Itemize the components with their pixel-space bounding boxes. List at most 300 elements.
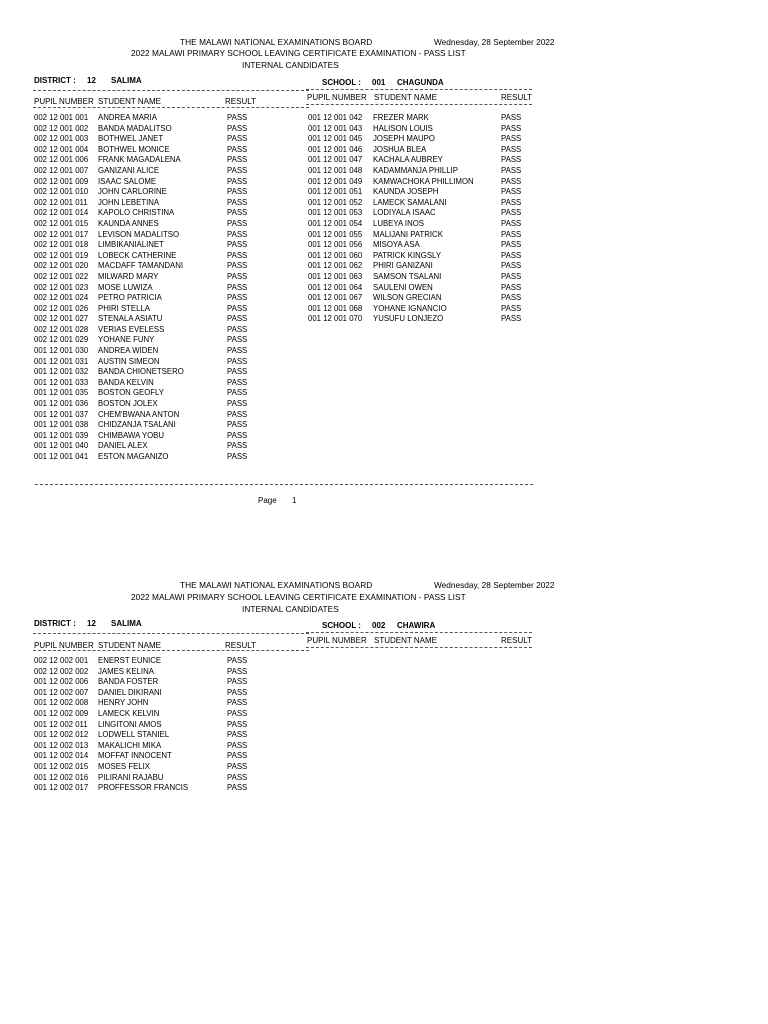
pupil-number: 001 12 001 060	[308, 250, 363, 260]
report-date: Wednesday, 28 September 2022	[434, 37, 555, 47]
result: PASS	[227, 730, 248, 740]
result: PASS	[227, 155, 248, 165]
table-row	[34, 293, 274, 304]
student-name: MAKALICHI MIKA	[98, 740, 162, 750]
board-name: THE MALAWI NATIONAL EXAMINATIONS BOARD	[180, 37, 373, 47]
col-pupil-number: PUPIL NUMBER	[34, 641, 94, 650]
result: PASS	[227, 314, 248, 324]
student-name: GANIZANI ALICE	[98, 165, 160, 175]
divider	[306, 89, 532, 90]
district-label: DISTRICT :	[34, 619, 76, 628]
table-row	[308, 304, 538, 315]
result: PASS	[501, 261, 522, 271]
board-name: THE MALAWI NATIONAL EXAMINATIONS BOARD	[180, 580, 373, 590]
student-name: ANDREA MARIA	[98, 113, 157, 122]
page-number: 1	[292, 496, 297, 505]
table-row	[308, 177, 538, 188]
result: PASS	[501, 134, 522, 144]
pupil-number: 001 12 002 017	[34, 783, 89, 793]
table-row	[308, 230, 538, 241]
table-row	[34, 773, 274, 784]
table-row	[34, 357, 274, 368]
table-row	[308, 283, 538, 294]
result: PASS	[227, 187, 248, 197]
student-name: ISAAC SALOME	[98, 176, 157, 186]
pupil-number: 001 12 002 007	[34, 687, 89, 697]
table-row	[34, 452, 274, 463]
pupil-number: 002 12 001 018	[34, 240, 89, 250]
table-row	[34, 410, 274, 421]
student-name: LIMBIKANIALINET	[98, 240, 164, 250]
col-result: RESULT	[225, 97, 256, 106]
result: PASS	[501, 293, 522, 303]
result: PASS	[227, 261, 248, 271]
pupil-number: 001 12 001 056	[308, 240, 363, 250]
pupil-number: 002 12 001 027	[34, 314, 89, 324]
student-name: AUSTIN SIMEON	[98, 356, 160, 366]
table-row	[308, 198, 538, 209]
student-name: KAUNDA JOSEPH	[373, 187, 439, 197]
result: PASS	[501, 113, 522, 122]
table-row	[34, 688, 274, 699]
divider	[33, 650, 309, 651]
divider	[306, 104, 532, 105]
result: PASS	[227, 250, 248, 260]
pupil-number: 001 12 001 049	[308, 176, 363, 186]
table-row	[34, 134, 274, 145]
pupil-number: 001 12 002 012	[34, 730, 89, 740]
student-name: BANDA CHIONETSERO	[98, 367, 184, 377]
table-row	[308, 155, 538, 166]
result: PASS	[501, 314, 522, 324]
student-name: MOFFAT INNOCENT	[98, 751, 172, 761]
result: PASS	[227, 377, 248, 387]
pupil-number: 001 12 002 014	[34, 751, 89, 761]
result: PASS	[227, 399, 248, 409]
pupil-number: 002 12 001 003	[34, 134, 89, 144]
result: PASS	[227, 165, 248, 175]
pupil-number: 001 12 001 036	[34, 399, 89, 409]
result: PASS	[227, 335, 248, 345]
result: PASS	[227, 208, 248, 218]
result: PASS	[227, 303, 248, 313]
table-row	[34, 177, 274, 188]
pupil-number: 001 12 001 031	[34, 356, 89, 366]
col-student-name: STUDENT NAME	[98, 641, 161, 650]
student-name: LODWELL STANIEL	[98, 730, 170, 740]
result: PASS	[227, 293, 248, 303]
result: PASS	[227, 761, 248, 771]
pupil-number: 001 12 001 064	[308, 282, 363, 292]
result: PASS	[227, 772, 248, 782]
student-name: KAUNDA ANNES	[98, 218, 159, 228]
table-row	[308, 251, 538, 262]
table-row	[308, 124, 538, 135]
candidate-category: INTERNAL CANDIDATES	[242, 604, 339, 614]
table-row	[34, 113, 274, 124]
pupil-number: 001 12 002 009	[34, 708, 89, 718]
col-pupil-number: PUPIL NUMBER	[34, 97, 94, 106]
student-name: CHIDZANJA TSALANI	[98, 420, 176, 430]
result: PASS	[227, 324, 248, 334]
table-row	[34, 124, 274, 135]
result: PASS	[227, 687, 248, 697]
pupil-number: 001 12 002 015	[34, 761, 89, 771]
pupil-number: 002 12 001 026	[34, 303, 89, 313]
student-name: YOHANE FUNY	[98, 335, 155, 345]
result: PASS	[227, 282, 248, 292]
pupil-number: 001 12 001 067	[308, 293, 363, 303]
district-code: 12	[87, 76, 96, 85]
table-row	[34, 367, 274, 378]
result: PASS	[227, 367, 248, 377]
table-row	[34, 230, 274, 241]
results-table-right	[308, 113, 538, 325]
result: PASS	[501, 240, 522, 250]
pupil-number: 002 12 001 020	[34, 261, 89, 271]
student-name: KAPOLO CHRISTINA	[98, 208, 175, 218]
pupil-number: 001 12 001 047	[308, 155, 363, 165]
table-row	[308, 261, 538, 272]
result: PASS	[227, 719, 248, 729]
pupil-number: 001 12 001 042	[308, 113, 363, 122]
student-name: FREZER MARK	[373, 113, 429, 122]
table-row	[308, 145, 538, 156]
student-name: LAMECK KELVIN	[98, 708, 160, 718]
result: PASS	[501, 197, 522, 207]
table-row	[34, 720, 274, 731]
pupil-number: 002 12 001 014	[34, 208, 89, 218]
result: PASS	[501, 187, 522, 197]
table-row	[34, 272, 274, 283]
pupil-number: 001 12 001 051	[308, 187, 363, 197]
student-name: JOHN CARLORINE	[98, 187, 167, 197]
student-name: JOSEPH MAUPO	[373, 134, 435, 144]
student-name: BOTHWEL JANET	[98, 134, 164, 144]
pupil-number: 001 12 001 035	[34, 388, 89, 398]
school-label: SCHOOL :	[322, 78, 361, 87]
col-result: RESULT	[501, 636, 532, 645]
result: PASS	[227, 176, 248, 186]
pupil-number: 001 12 001 048	[308, 165, 363, 175]
table-row	[34, 145, 274, 156]
student-name: JOSHUA BLEA	[373, 144, 427, 154]
student-name: LEVISON MADALITSO	[98, 229, 180, 239]
student-name: BOTHWEL MONICE	[98, 144, 170, 154]
school-label: SCHOOL :	[322, 621, 361, 630]
pupil-number: 001 12 001 063	[308, 271, 363, 281]
student-name: YUSUFU LONJEZO	[373, 314, 444, 324]
result: PASS	[501, 229, 522, 239]
table-row	[34, 656, 274, 667]
pupil-number: 001 12 001 046	[308, 144, 363, 154]
table-row	[34, 208, 274, 219]
pupil-number: 001 12 001 033	[34, 377, 89, 387]
school-code: 001	[372, 78, 386, 87]
result: PASS	[501, 144, 522, 154]
result: PASS	[227, 134, 248, 144]
district-code: 12	[87, 619, 96, 628]
student-name: ENERST EUNICE	[98, 656, 162, 665]
table-row	[308, 134, 538, 145]
student-name: LINGITONI AMOS	[98, 719, 162, 729]
result: PASS	[227, 420, 248, 430]
pupil-number: 002 12 001 022	[34, 271, 89, 281]
result: PASS	[227, 197, 248, 207]
table-row	[34, 251, 274, 262]
table-row	[34, 314, 274, 325]
student-name: BOSTON GEOFLY	[98, 388, 164, 398]
result: PASS	[227, 123, 248, 133]
pupil-number: 002 12 001 004	[34, 144, 89, 154]
student-name: MOSES FELIX	[98, 761, 150, 771]
district-name: SALIMA	[111, 76, 142, 85]
result: PASS	[227, 218, 248, 228]
results-table-left	[34, 113, 274, 463]
divider	[33, 107, 309, 108]
divider	[306, 647, 532, 648]
result: PASS	[501, 165, 522, 175]
result: PASS	[227, 346, 248, 356]
col-result: RESULT	[501, 93, 532, 102]
result: PASS	[227, 740, 248, 750]
divider	[306, 632, 532, 633]
divider	[33, 633, 309, 634]
col-student-name: STUDENT NAME	[374, 636, 437, 645]
col-student-name: STUDENT NAME	[98, 97, 161, 106]
results-table-left	[34, 656, 274, 794]
result: PASS	[227, 144, 248, 154]
page-label: Page	[258, 496, 277, 505]
table-row	[34, 783, 274, 794]
table-row	[34, 261, 274, 272]
table-row	[34, 730, 274, 741]
pupil-number: 001 12 001 045	[308, 134, 363, 144]
student-name: VERIAS EVELESS	[98, 324, 165, 334]
table-row	[308, 314, 538, 325]
result: PASS	[227, 409, 248, 419]
table-row	[34, 762, 274, 773]
student-name: ESTON MAGANIZO	[98, 452, 169, 461]
student-name: PATRICK KINGSLY	[373, 250, 442, 260]
student-name: MILWARD MARY	[98, 271, 159, 281]
district-label: DISTRICT :	[34, 76, 76, 85]
district-name: SALIMA	[111, 619, 142, 628]
result: PASS	[227, 113, 248, 122]
table-row	[34, 431, 274, 442]
divider	[33, 90, 309, 91]
table-row	[34, 304, 274, 315]
candidate-category: INTERNAL CANDIDATES	[242, 60, 339, 70]
result: PASS	[501, 271, 522, 281]
school-name: CHAWIRA	[397, 621, 436, 630]
pupil-number: 002 12 001 010	[34, 187, 89, 197]
result: PASS	[227, 441, 248, 451]
pupil-number: 001 12 001 032	[34, 367, 89, 377]
pupil-number: 001 12 001 053	[308, 208, 363, 218]
result: PASS	[501, 123, 522, 133]
table-row	[308, 240, 538, 251]
pupil-number: 002 12 001 007	[34, 165, 89, 175]
school-code: 002	[372, 621, 386, 630]
col-pupil-number: PUPIL NUMBER	[307, 93, 367, 102]
result: PASS	[227, 708, 248, 718]
table-row	[34, 198, 274, 209]
pupil-number: 002 12 001 019	[34, 250, 89, 260]
result: PASS	[227, 783, 248, 793]
table-row	[34, 325, 274, 336]
result: PASS	[501, 218, 522, 228]
table-row	[308, 208, 538, 219]
pupil-number: 001 12 002 011	[34, 719, 88, 729]
student-name: LUBEYA INOS	[373, 218, 424, 228]
exam-title: 2022 MALAWI PRIMARY SCHOOL LEAVING CERTIFICATE EXAMINATION - PASS LIST	[131, 48, 466, 58]
student-name: FRANK MAGADALENA	[98, 155, 181, 165]
pupil-number: 002 12 002 002	[34, 666, 89, 676]
pupil-number: 002 12 001 006	[34, 155, 89, 165]
student-name: WILSON GRECIAN	[373, 293, 442, 303]
result: PASS	[227, 356, 248, 366]
table-row	[34, 346, 274, 357]
table-row	[34, 283, 274, 294]
pupil-number: 001 12 001 070	[308, 314, 363, 324]
pupil-number: 002 12 001 029	[34, 335, 89, 345]
student-name: PHIRI STELLA	[98, 303, 150, 313]
student-name: MACDAFF TAMANDANI	[98, 261, 184, 271]
table-row	[34, 219, 274, 230]
table-row	[34, 741, 274, 752]
result: PASS	[227, 430, 248, 440]
table-row	[34, 388, 274, 399]
result: PASS	[227, 677, 248, 687]
result: PASS	[227, 240, 248, 250]
pupil-number: 001 12 002 008	[34, 698, 89, 708]
table-row	[34, 166, 274, 177]
table-row	[308, 187, 538, 198]
result: PASS	[227, 271, 248, 281]
pupil-number: 002 12 001 024	[34, 293, 89, 303]
student-name: HENRY JOHN	[98, 698, 149, 708]
pupil-number: 001 12 002 013	[34, 740, 89, 750]
pupil-number: 002 12 001 015	[34, 218, 89, 228]
result: PASS	[227, 452, 248, 461]
page-footer-divider	[35, 484, 533, 485]
student-name: STENALA ASIATU	[98, 314, 163, 324]
student-name: DANIEL DIKIRANI	[98, 687, 162, 697]
student-name: PILIRANI RAJABU	[98, 772, 164, 782]
pupil-number: 002 12 001 017	[34, 229, 89, 239]
table-row	[34, 441, 274, 452]
pupil-number: 001 12 001 039	[34, 430, 89, 440]
result: PASS	[501, 155, 522, 165]
table-row	[34, 677, 274, 688]
result: PASS	[501, 208, 522, 218]
table-row	[34, 698, 274, 709]
student-name: PHIRI GANIZANI	[373, 261, 433, 271]
pupil-number: 002 12 001 011	[34, 197, 88, 207]
student-name: MALIJANI PATRICK	[373, 229, 443, 239]
student-name: BANDA MADALITSO	[98, 123, 172, 133]
table-row	[34, 420, 274, 431]
school-name: CHAGUNDA	[397, 78, 444, 87]
student-name: KADAMMANJA PHILLIP	[373, 165, 458, 175]
table-row	[34, 378, 274, 389]
student-name: LOBECK CATHERINE	[98, 250, 177, 260]
student-name: DANIEL ALEX	[98, 441, 148, 451]
result: PASS	[227, 229, 248, 239]
student-name: CHEM'BWANA ANTON	[98, 409, 180, 419]
table-row	[34, 240, 274, 251]
col-result: RESULT	[225, 641, 256, 650]
table-row	[34, 335, 274, 346]
result: PASS	[227, 751, 248, 761]
student-name: PETRO PATRICIA	[98, 293, 162, 303]
pupil-number: 001 12 002 016	[34, 772, 89, 782]
student-name: LODIYALA ISAAC	[373, 208, 436, 218]
pupil-number: 001 12 001 038	[34, 420, 89, 430]
pupil-number: 002 12 001 009	[34, 176, 89, 186]
result: PASS	[501, 282, 522, 292]
result: PASS	[227, 388, 248, 398]
table-row	[34, 709, 274, 720]
table-row	[308, 293, 538, 304]
student-name: LAMECK SAMALANI	[373, 197, 447, 207]
student-name: SAMSON TSALANI	[373, 271, 442, 281]
student-name: JAMES KELINA	[98, 666, 154, 676]
pupil-number: 002 12 001 001	[34, 113, 89, 122]
table-row	[34, 399, 274, 410]
student-name: BOSTON JOLEX	[98, 399, 158, 409]
table-row	[34, 667, 274, 678]
result: PASS	[501, 176, 522, 186]
student-name: YOHANE IGNANCIO	[373, 303, 447, 313]
pupil-number: 001 12 002 006	[34, 677, 89, 687]
pupil-number: 001 12 001 040	[34, 441, 89, 451]
exam-title: 2022 MALAWI PRIMARY SCHOOL LEAVING CERTIFICATE EXAMINATION - PASS LIST	[131, 592, 466, 602]
pupil-number: 002 12 001 023	[34, 282, 89, 292]
pupil-number: 001 12 001 043	[308, 123, 363, 133]
table-row	[308, 272, 538, 283]
student-name: KAMWACHOKA PHILLIMON	[373, 176, 474, 186]
pupil-number: 002 12 001 002	[34, 123, 89, 133]
student-name: JOHN LEBETINA	[98, 197, 160, 207]
student-name: PROFFESSOR FRANCIS	[98, 783, 189, 793]
pupil-number: 002 12 001 028	[34, 324, 89, 334]
col-pupil-number: PUPIL NUMBER	[307, 636, 367, 645]
result: PASS	[501, 303, 522, 313]
pupil-number: 001 12 001 054	[308, 218, 363, 228]
table-row	[34, 751, 274, 762]
table-row	[308, 113, 538, 124]
pupil-number: 001 12 001 062	[308, 261, 363, 271]
col-student-name: STUDENT NAME	[374, 93, 437, 102]
table-row	[308, 166, 538, 177]
report-date: Wednesday, 28 September 2022	[434, 580, 555, 590]
student-name: BANDA FOSTER	[98, 677, 159, 687]
student-name: MISOYA ASA	[373, 240, 420, 250]
pupil-number: 002 12 002 001	[34, 656, 89, 665]
result: PASS	[227, 698, 248, 708]
pupil-number: 001 12 001 055	[308, 229, 363, 239]
student-name: MOSE LUWIZA	[98, 282, 153, 292]
pupil-number: 001 12 001 041	[34, 452, 89, 461]
table-row	[34, 155, 274, 166]
result: PASS	[227, 666, 248, 676]
student-name: KACHALA AUBREY	[373, 155, 443, 165]
pupil-number: 001 12 001 052	[308, 197, 363, 207]
table-row	[308, 219, 538, 230]
pupil-number: 001 12 001 037	[34, 409, 89, 419]
